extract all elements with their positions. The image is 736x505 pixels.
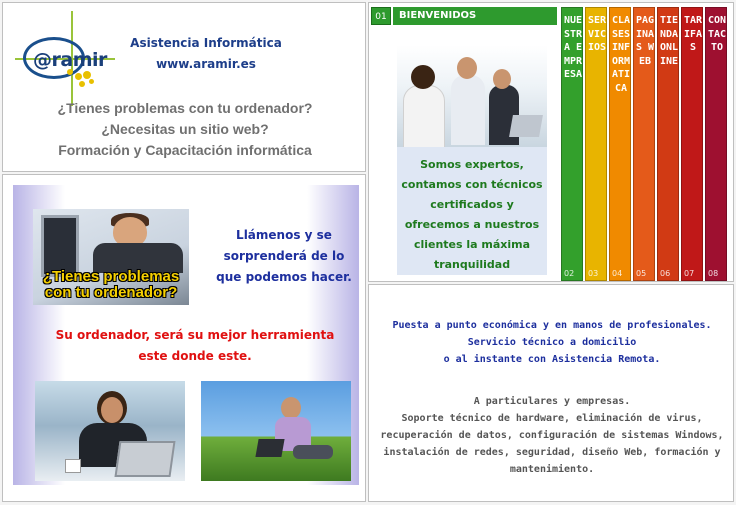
logo-wordmark: @ramir — [33, 49, 107, 71]
tab-tienda-online[interactable] — [657, 7, 679, 281]
brand-title: Asistencia Informática — [130, 36, 282, 50]
red-line: Su ordenador, será su mejor herramienta — [55, 328, 335, 342]
tab-paginas-web[interactable] — [633, 7, 655, 281]
welcome-line: certificados y — [430, 198, 514, 211]
tagline-problems: ¿Tienes problemas con tu ordenador? — [57, 100, 313, 116]
photo-caption: ¿Tienes problemas con tu ordenador? — [42, 268, 180, 301]
tab-number: 05 — [636, 269, 647, 278]
person-head-shape — [411, 65, 435, 89]
frustrated-user-photo — [33, 209, 189, 305]
info-blue-line: Servicio técnico a domicilio — [467, 337, 637, 348]
tab-servicios[interactable] — [585, 7, 607, 281]
red-line: este donde este. — [138, 349, 252, 363]
tab-number: 03 — [588, 269, 599, 278]
call-red-message — [33, 325, 357, 367]
info-gray-line: mantenimiento. — [509, 464, 595, 475]
info-gray-line: recuperación de datos, configuración de sistemas Windows, — [380, 430, 724, 441]
tab-nuestra-empresa[interactable] — [561, 7, 583, 281]
cup-shape — [65, 459, 81, 473]
logo-dot — [89, 79, 94, 84]
info-gray-line: Soporte técnico de hardware, eliminación de virus, — [401, 413, 703, 424]
tab-label: SERVICIOS — [587, 15, 607, 53]
tagline-training: Formación y Capacitación informática — [58, 142, 312, 158]
tagline-website: ¿Necesitas un sitio web? — [101, 121, 269, 137]
logo-dot — [79, 81, 85, 87]
call-line: sorprenderá de lo — [223, 249, 345, 263]
tab-number: 08 — [708, 269, 719, 278]
tab-label: TARIFAS — [683, 15, 703, 53]
face-shape — [101, 397, 123, 423]
person-head-shape — [457, 57, 477, 79]
call-background — [13, 185, 359, 485]
tab-number: 04 — [612, 269, 623, 278]
person-shape — [451, 75, 485, 145]
laptop-shape — [255, 439, 284, 457]
welcome-line: ofrecemos a nuestros — [404, 218, 540, 231]
header-panel — [2, 2, 366, 172]
services-panel — [368, 284, 734, 502]
welcome-panel — [368, 2, 734, 282]
welcome-line: tranquilidad — [433, 258, 511, 271]
welcome-line: Somos expertos, — [420, 158, 524, 171]
person-head-shape — [493, 69, 511, 89]
person-shape — [403, 85, 445, 147]
logo-dot — [83, 71, 91, 79]
tab-number: 02 — [564, 269, 575, 278]
info-blue-line: Puesta a punto económica y en manos de profesionales. — [392, 320, 712, 331]
call-line: Llámenos y se — [236, 228, 332, 242]
tab-number: 06 — [660, 269, 671, 278]
tab-tarifas[interactable] — [681, 7, 703, 281]
call-panel — [2, 174, 366, 502]
laptop-shape — [114, 441, 175, 477]
brand-url[interactable]: www.aramir.es — [156, 57, 256, 71]
tab-clases-informatica[interactable] — [609, 7, 631, 281]
tab-label: PAGINAS WEB — [635, 15, 655, 67]
aramir-logo[interactable] — [15, 11, 115, 106]
welcome-line: contamos con técnicos — [401, 178, 543, 191]
tab-number-badge[interactable]: 01 — [371, 7, 391, 25]
laptop-shape — [509, 115, 543, 137]
head-shape — [281, 397, 301, 419]
tab-number: 07 — [684, 269, 695, 278]
tab-label: TIENDA ONLINE — [659, 15, 679, 67]
man-grass-photo — [201, 381, 351, 481]
call-line: que podemos hacer. — [216, 270, 352, 284]
tab-label: CONTACTO — [707, 15, 727, 53]
tab-contacto[interactable] — [705, 7, 727, 281]
tab-label: NUESTRA EMPRESA — [563, 15, 583, 80]
info-gray-line: A particulares y empresas. — [473, 396, 631, 407]
woman-phone-photo — [35, 381, 185, 481]
info-blue-line: o al instante con Asistencia Remota. — [443, 354, 661, 365]
logo-dot — [75, 73, 82, 80]
welcome-text — [397, 155, 547, 275]
legs-shape — [293, 445, 333, 459]
tab-label: CLASES INFORMATICA — [611, 15, 631, 94]
call-message — [209, 225, 359, 288]
welcome-content — [397, 45, 547, 275]
welcome-line: clientes la máxima — [413, 238, 531, 251]
tab-bienvenidos[interactable]: BIENVENIDOS — [393, 7, 557, 25]
info-gray-line: instalación de redes, seguridad, diseño Web, formación y — [383, 447, 721, 458]
team-office-photo — [397, 45, 547, 147]
